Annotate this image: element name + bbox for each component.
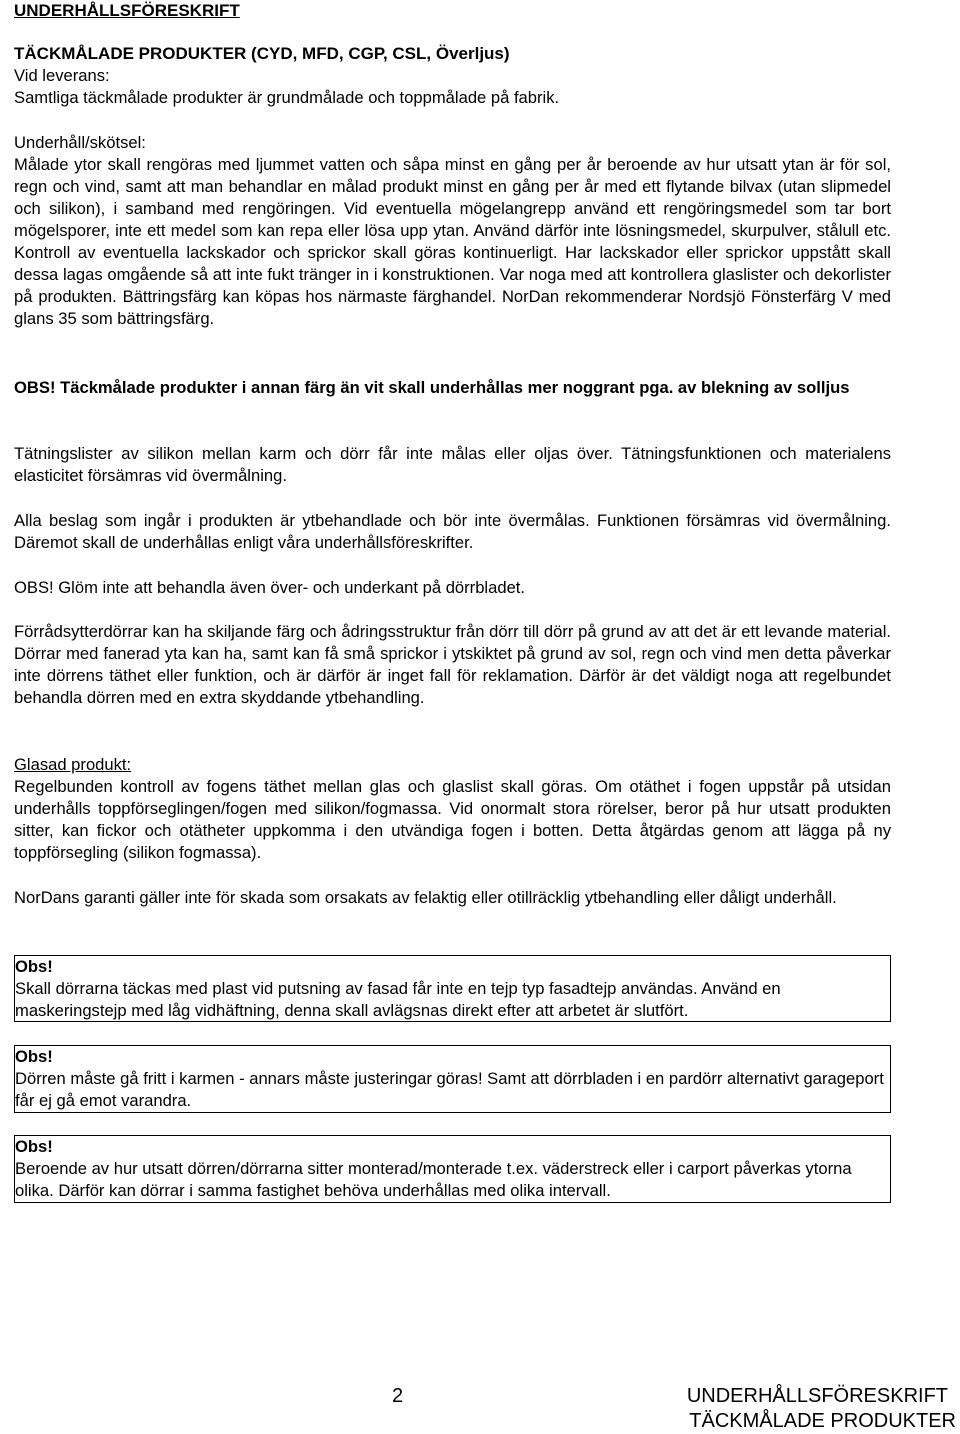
warranty-paragraph: NorDans garanti gäller inte för skada som orsakats av felaktig eller otillräcklig ytbehandling eller dåligt underhåll.: [14, 888, 837, 907]
seal-paragraph: Tätningslister av silikon mellan karm och dörr får inte målas eller oljas över. Tätningsfunktionen och materialens elasticitet försämras vid övermålning.: [14, 444, 891, 485]
obs-box-heading: Obs!: [15, 957, 53, 976]
obs-box-heading: Obs!: [15, 1137, 53, 1156]
delivery-label: Vid leverans:: [14, 66, 110, 85]
obs-box-heading: Obs!: [15, 1047, 53, 1066]
care-label: Underhåll/skötsel:: [14, 133, 146, 152]
footer-title-line1: UNDERHÅLLSFÖRESKRIFT: [686, 1385, 948, 1407]
fittings-paragraph: Alla beslag som ingår i produkten är ytbehandlade och bör inte övermålas. Funktionen försämras vid övermålning. Däremot skall de underhållas enligt våra underhållsföreskrifter.: [14, 511, 891, 552]
obs-edge-paragraph: OBS! Glöm inte att behandla även över- och underkant på dörrbladet.: [14, 578, 526, 597]
glazed-text: Regelbunden kontroll av fogens täthet mellan glas och glaslist skall göras. Om otäthet i fogen uppstår på utsidan underhålls toppförseglingen/fogen med silikon/fogmassa. Vid onormalt stora rörelser, beror på hur utsatt produkten sitter, kan fickor och otätheter uppkomma i den utvändiga fogen i botten. Detta åtgärdas genom att lägga på ny toppförsegling (silikon fogmassa).: [14, 777, 891, 862]
care-section: [14, 132, 891, 330]
storage-door-paragraph: Förrådsytterdörrar kan ha skiljande färg och ådringsstruktur från dörr till dörr på grund av att det är ett levande material. Dörrar med fanerad yta kan ha, samt kan få små sprickor i ytskiktet på grund av sol, regn och vind men detta påverkar inte dörrens täthet eller funktion, och är därför är inget fall för reklamation. Därför är det väldigt noga att regelbundet behandla dörren med en extra skyddande ytbehandling.: [14, 622, 891, 707]
obs-box-door-fit: [14, 1045, 891, 1113]
delivery-text: Samtliga täckmålade produkter är grundmålade och toppmålade på fabrik.: [14, 88, 560, 107]
section-heading: TÄCKMÅLADE PRODUKTER (CYD, MFD, CGP, CSL, Överljus): [14, 44, 510, 63]
footer-page-number: 2: [392, 1385, 404, 1407]
delivery-section: [14, 65, 891, 109]
obs-box-text: Beroende av hur utsatt dörren/dörrarna sitter monterad/monterade t.ex. väderstreck eller i carport påverkas ytorna olika. Därför kan dörrar i samma fastighet behöva underhållas med olika intervall.: [15, 1159, 852, 1200]
care-text: Målade ytor skall rengöras med ljummet vatten och såpa minst en gång per år beroende av hur utsatt ytan är för sol, regn och vind, samt att man behandlar en målad produkt minst en gång per år med ett flytande bilvax (utan slipmedel och silikon), i samband med rengöringen. Vid eventuella mögelangrepp använd ett rengöringsmedel som tar bort mögelsporer, inte ett medel som kan repa eller lösa upp ytan. Använd därför inte lösningsmedel, skurpulver, stålull etc. Kontroll av eventuella lackskador och sprickor skall göras kontinuerligt. Har lackskador eller sprickor uppstått skall dessa lagas omgående så att inte fukt tränger in i konstruktionen. Var noga med att kontrollera glaslister och dekorlister på produkten. Bättringsfärg kan köpas hos närmaste färghandel. NorDan rekommenderar Nordsjö Fönsterfärg V med glans 35 som bättringsfärg.: [14, 155, 891, 328]
glazed-section: [14, 754, 891, 864]
footer-title-line2: TÄCKMÅLADE PRODUKTER: [689, 1410, 956, 1432]
document-title: UNDERHÅLLSFÖRESKRIFT: [14, 1, 240, 20]
obs-box-tape: [14, 955, 891, 1022]
obs-box-exposure: [14, 1135, 891, 1203]
obs-box-text: Dörren måste gå fritt i karmen - annars måste justeringar göras! Samt att dörrbladen i en pardörr alternativt garageport får ej gå emot varandra.: [15, 1069, 884, 1110]
glazed-label: Glasad produkt:: [14, 755, 132, 774]
obs-bleaching-note: OBS! Täckmålade produkter i annan färg än vit skall underhållas mer noggrant pga. av blekning av solljus: [14, 378, 850, 397]
obs-box-text: Skall dörrarna täckas med plast vid putsning av fasad får inte en tejp typ fasadtejp användas. Använd en maskeringstejp med låg vidhäftning, denna skall avlägsnas direkt efter att arbetet är slutfört.: [15, 979, 781, 1020]
